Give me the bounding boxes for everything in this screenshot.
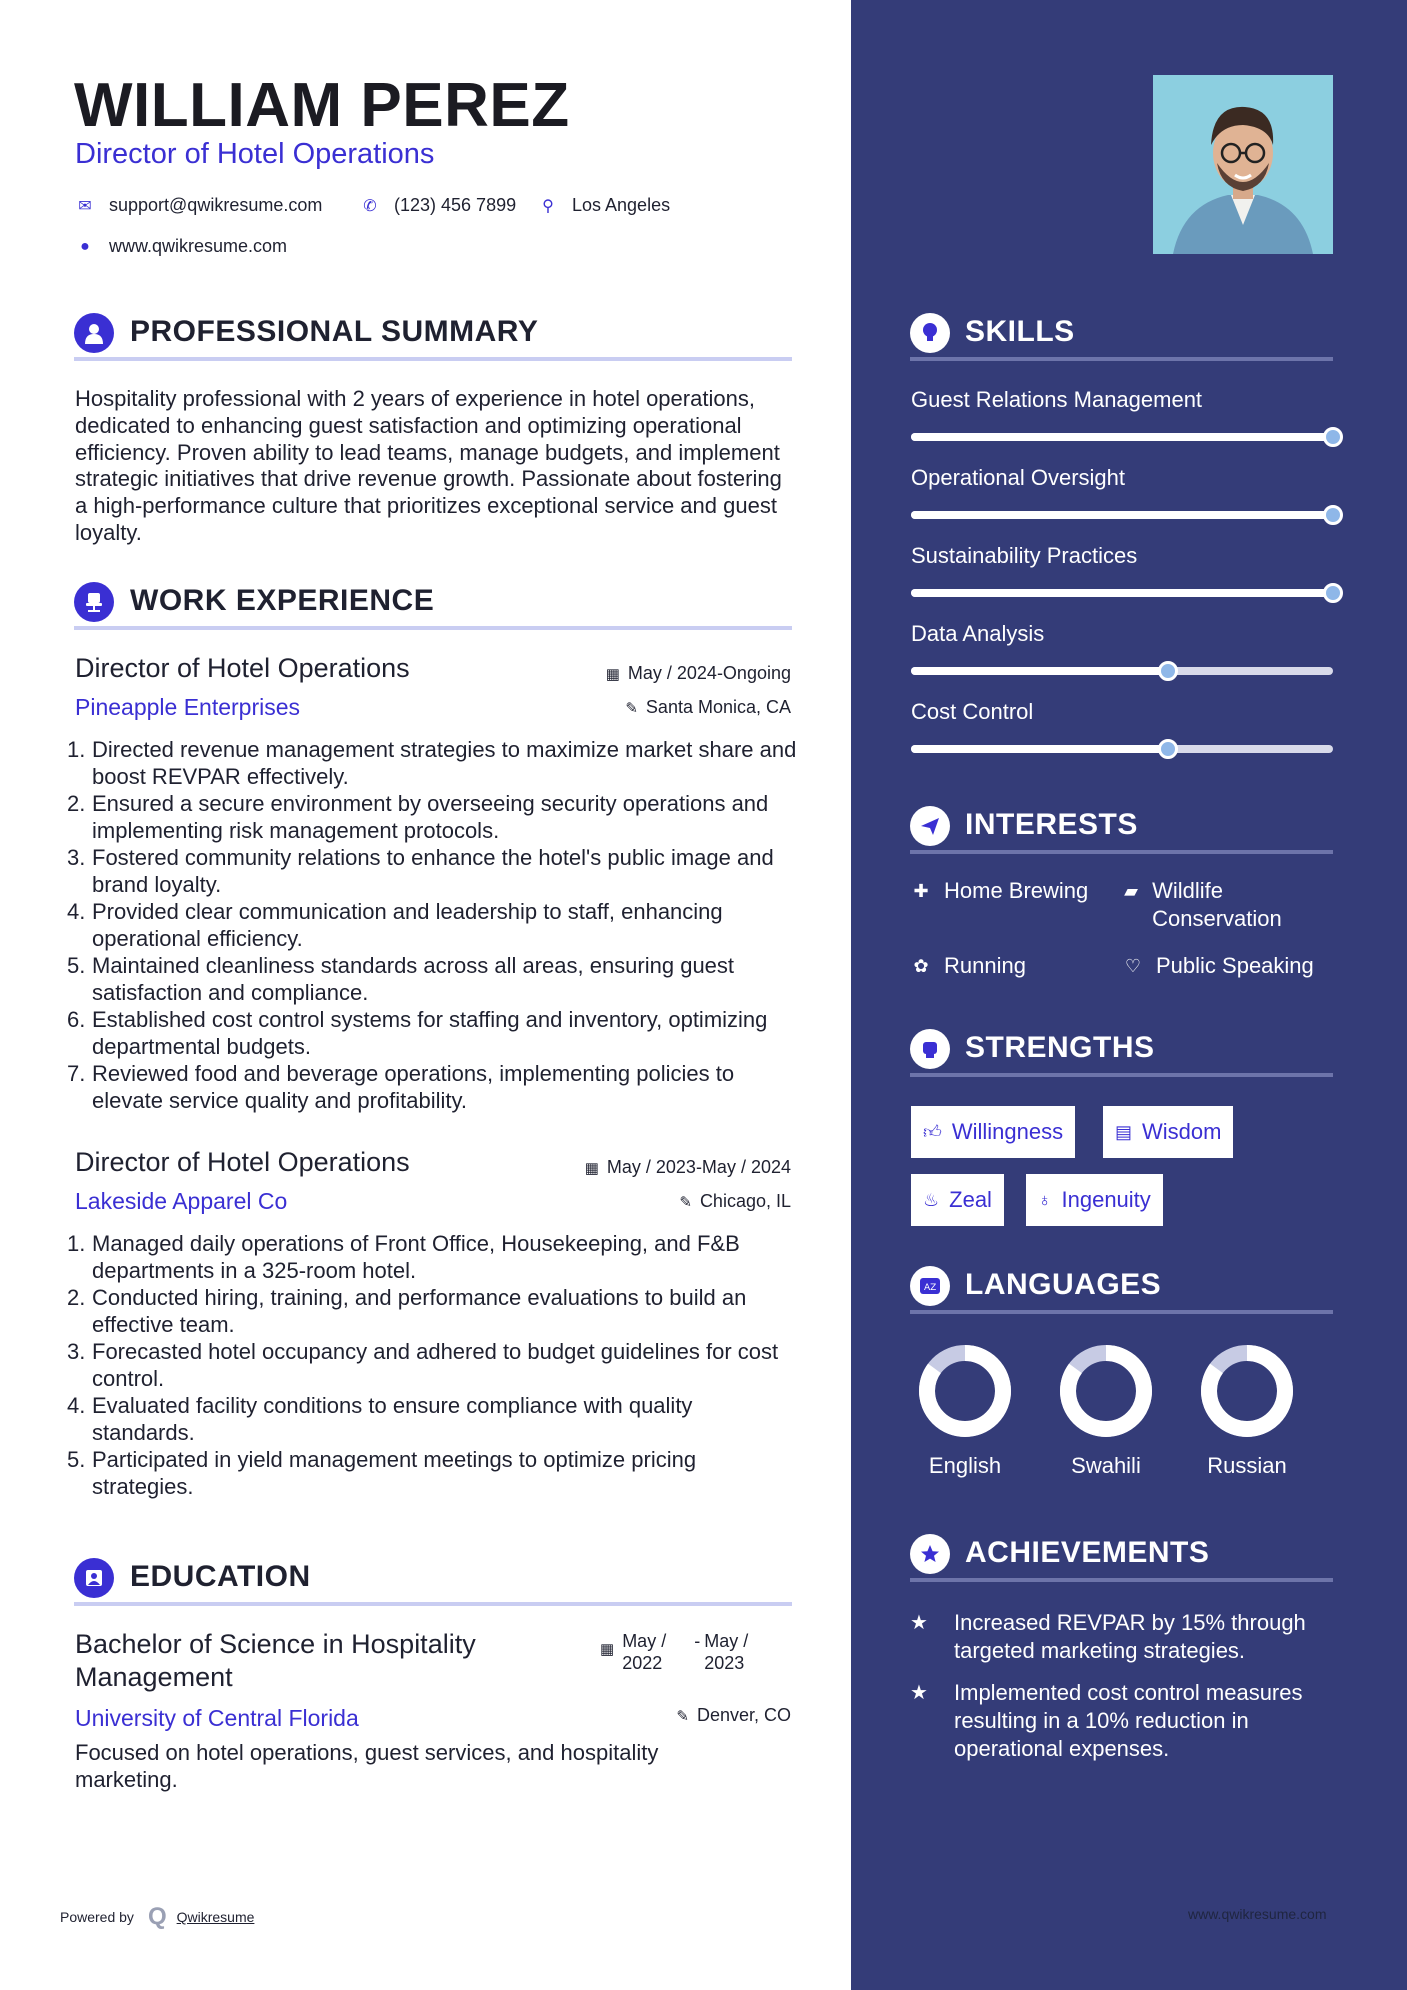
company-name: Pineapple Enterprises <box>75 694 301 720</box>
list-item: 4. Evaluated facility conditions to ensure compliance with quality standards. <box>67 1393 693 1445</box>
phone-text: (123) 456 7899 <box>394 195 517 215</box>
fist-icon <box>910 1029 950 1069</box>
achievements-heading: ACHIEVEMENTS <box>965 1536 1210 1569</box>
strength-badge: ♨ Zeal <box>911 1174 1004 1226</box>
summary-heading: PROFESSIONAL SUMMARY <box>130 315 539 348</box>
star-icon: ★ <box>910 1612 928 1634</box>
job-duties-list <box>67 1230 800 1500</box>
email-contact[interactable] <box>75 195 322 216</box>
job-date: ▦ May / 2024-Ongoing <box>605 663 791 683</box>
thumbs-up-icon: 👍︎ <box>923 1122 942 1142</box>
list-item: 7. Reviewed food and beverage operations, implementing policies to elevate service quality and profitability. <box>67 1061 735 1113</box>
star-badge-icon <box>910 1534 950 1574</box>
skill-bar <box>911 745 1333 753</box>
lightbulb-icon: ♁ <box>1038 1189 1052 1210</box>
education-heading: EDUCATION <box>130 1560 311 1593</box>
location-text: Los Angeles <box>572 195 671 215</box>
list-item: 1. Directed revenue management strategies to maximize market share and boost REVPAR effectively. <box>67 737 797 789</box>
experience-section-header <box>74 582 792 630</box>
education-section-header <box>74 1558 792 1606</box>
education-description: Focused on hotel operations, guest services, and hospitality marketing. <box>75 1740 659 1792</box>
powered-by: Powered by Q Qwikresume <box>60 1903 255 1930</box>
candidate-name: WILLIAM PEREZ <box>74 71 570 140</box>
paper-plane-icon <box>910 806 950 846</box>
list-item: 2. Ensured a secure environment by overseeing security operations and implementing risk management protocols. <box>67 791 769 843</box>
user-icon <box>74 313 114 353</box>
phone-contact[interactable] <box>360 195 516 216</box>
language-item: Russian <box>1187 1343 1307 1479</box>
location-contact <box>538 195 670 216</box>
list-item: 5. Maintained cleanliness standards across all areas, ensuring guest satisfaction and compliance. <box>67 953 735 1005</box>
strength-badge: ♁ Ingenuity <box>1026 1174 1163 1226</box>
office-chair-icon <box>74 582 114 622</box>
job-duties-list <box>67 736 800 1114</box>
company-name: Lakeside Apparel Co <box>75 1188 288 1214</box>
strength-badge: ▤ Wisdom <box>1103 1106 1233 1158</box>
translate-icon <box>910 1266 950 1306</box>
list-item: 2. Conducted hiring, training, and performance evaluations to build an effective team. <box>67 1285 747 1337</box>
pin-icon: ✎ <box>679 1194 692 1211</box>
envelope-icon: ✉ <box>78 197 92 215</box>
job-location: ✎ Santa Monica, CA <box>625 697 791 717</box>
language-donut <box>1058 1343 1154 1439</box>
skill-bar <box>911 433 1333 441</box>
strengths-heading: STRENGTHS <box>965 1031 1155 1064</box>
interest-item: ♡ Public Speaking <box>1122 952 1314 980</box>
list-item: 5. Participated in yield management meetings to optimize pricing strategies. <box>67 1447 697 1499</box>
experience-heading: WORK EXPERIENCE <box>130 584 435 617</box>
skill-bar <box>911 667 1333 675</box>
interests-section-header <box>910 806 1333 854</box>
skill-label: Cost Control <box>911 699 1034 724</box>
job-location: ✎ Chicago, IL <box>679 1191 791 1211</box>
puzzle-icon: ✚ <box>913 881 929 901</box>
website-contact[interactable] <box>75 236 287 257</box>
website-text: www.qwikresume.com <box>109 236 288 256</box>
email-text: support@qwikresume.com <box>109 195 323 215</box>
achievement-item: ★ Increased REVPAR by 15% through targeted marketing strategies. <box>910 1610 1306 1663</box>
strength-badge: 👍︎ Willingness <box>911 1106 1075 1158</box>
map-pin-icon: ⚲ <box>542 197 554 215</box>
star-icon: ★ <box>910 1682 928 1704</box>
brand-link[interactable]: Qwikresume <box>176 1909 255 1925</box>
skill-label: Guest Relations Management <box>911 387 1203 412</box>
skill-bar <box>911 511 1333 519</box>
skill-label: Operational Oversight <box>911 465 1125 490</box>
job-title: Director of Hotel Operations <box>75 1147 410 1177</box>
chat-icon: ▰ <box>1124 881 1138 901</box>
language-donut <box>1199 1343 1295 1439</box>
job-date: ▦ May / 2023-May / 2024 <box>584 1157 791 1177</box>
skill-label: Data Analysis <box>911 621 1045 646</box>
pin-icon: ✎ <box>676 1708 689 1725</box>
language-item: English <box>905 1343 1025 1479</box>
skills-heading: SKILLS <box>965 315 1075 348</box>
profile-photo <box>1153 75 1333 254</box>
languages-section-header <box>910 1266 1333 1314</box>
summary-text: Hospitality professional with 2 years of experience in hotel operations, dedicated to enhancing guest satisfaction and optimizing operational efficiency. Proven ability to lead teams, manage budgets, and implement strategic initiatives that drive revenue growth. Passionate about fostering a high-performance culture that prioritizes exceptional service and guest loyalty. <box>75 386 782 545</box>
list-item: 3. Forecasted hotel occupancy and adhered to budget guidelines for cost control. <box>67 1339 779 1391</box>
heartbeat-icon: ♡ <box>1124 956 1142 976</box>
calendar-icon: ▦ <box>600 1641 615 1658</box>
candidate-title: Director of Hotel Operations <box>75 138 435 170</box>
list-item: 4. Provided clear communication and leadership to staff, enhancing operational efficiency. <box>67 899 723 951</box>
degree-title: Bachelor of Science in Hospitality Management <box>75 1629 476 1692</box>
globe-icon: ● <box>80 237 90 255</box>
interests-heading: INTERESTS <box>965 808 1138 841</box>
languages-heading: LANGUAGES <box>965 1268 1162 1301</box>
interest-item: ✿ Running <box>910 952 1026 980</box>
lightbulb-icon <box>910 313 950 353</box>
footer-site[interactable]: www.qwikresume.com <box>1188 1906 1327 1922</box>
paw-icon: ✿ <box>913 956 929 976</box>
list-item: 1. Managed daily operations of Front Office, Housekeeping, and F&B departments in a 325-room hotel. <box>67 1231 740 1283</box>
list-item: 6. Established cost control systems for staffing and inventory, optimizing departmental budgets. <box>67 1007 768 1059</box>
calendar-icon: ▦ <box>584 1160 599 1177</box>
job-title: Director of Hotel Operations <box>75 653 410 683</box>
strengths-section-header <box>910 1029 1333 1077</box>
achievements-section-header <box>910 1534 1333 1582</box>
skill-label: Sustainability Practices <box>911 543 1138 568</box>
svg-text:AZ: AZ <box>924 1283 937 1293</box>
pin-icon: ✎ <box>625 700 638 717</box>
interest-item: ✚ Home Brewing <box>910 877 1088 905</box>
calendar-icon: ▦ <box>605 666 620 683</box>
portrait-illustration <box>1153 75 1333 254</box>
interest-item: ▰ Wildlife Conservation <box>1122 877 1322 933</box>
book-icon: ▤ <box>1115 1121 1133 1142</box>
flame-icon: ♨ <box>923 1189 940 1210</box>
school-name: University of Central Florida <box>75 1705 359 1731</box>
language-item: Swahili <box>1046 1343 1166 1479</box>
graduate-icon <box>74 1558 114 1598</box>
skills-section-header <box>910 313 1333 361</box>
skill-bar <box>911 589 1333 597</box>
education-dates: ▦ May / 2022 - May / 2023 <box>600 1631 749 1673</box>
phone-icon: ✆ <box>363 197 377 215</box>
list-item: 3. Fostered community relations to enhance the hotel's public image and brand loyalty. <box>67 845 774 897</box>
language-donut <box>917 1343 1013 1439</box>
summary-section-header <box>74 313 792 361</box>
qwikresume-logo-icon: Q <box>147 1903 167 1930</box>
school-location: ✎ Denver, CO <box>676 1705 791 1725</box>
achievement-item: ★ Implemented cost control measures resulting in a 10% reduction in operational expenses. <box>910 1680 1303 1761</box>
